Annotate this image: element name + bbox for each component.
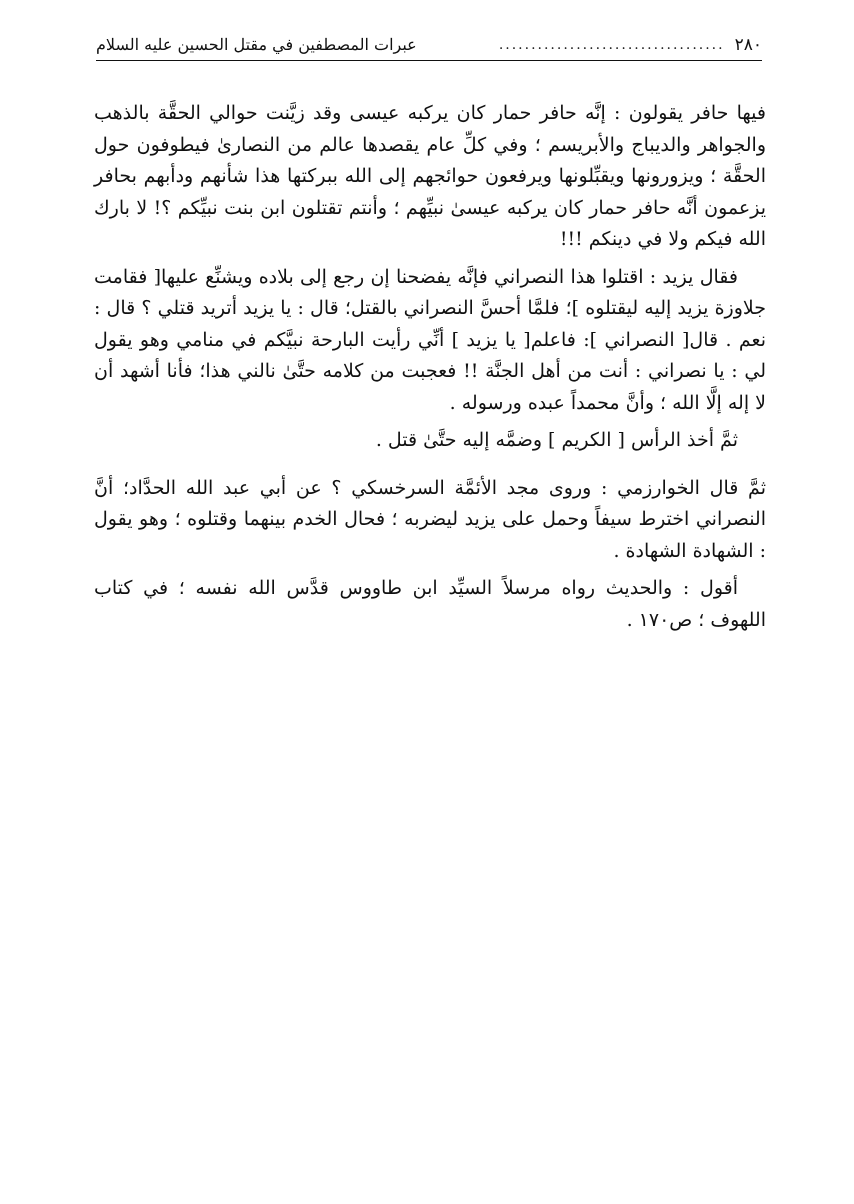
paragraph-1: فيها حافر يقولون : إنَّه حافر حمار كان يركبه عيسى وقد زيَّنت حوالي الحقَّة بالذهب والجواهر والديباج والأبريسم ؛ وفي كلِّ عام يقصدها عالم من النصارىٰ فيطوفون حول الحقَّة ؛ ويزورونها ويقبِّلونها ويرفعون حوائجهم إلى الله ببركتها هذا شأنهم ودأبهم بحافر يزعمون أنَّه حافر حمار كان يركبه عيسىٰ نبيِّهم ؛ وأنتم تقتلون ابن بنت نبيِّكم ؟! لا بارك الله فيكم ولا في دينكم !!! (94, 102, 766, 250)
paragraph-4: ثمَّ قال الخوارزمي : وروى مجد الأئمَّة السرخسكي ؟ عن أبي عبد الله الحدَّاد؛ أنَّ النصراني اخترط سيفاً وحمل على يزيد ليضربه ؛ فحال الخدم بينهما وقتلوه ؛ وهو يقول : الشهادة الشهادة . (94, 476, 766, 562)
paragraph-5: أقول : والحديث رواه مرسلاً السيِّد ابن طاووس قدَّس الله نفسه ؛ في كتاب اللهوف ؛ ص١٧٠ . (94, 577, 766, 631)
body-text (94, 98, 766, 642)
paragraph-3: ثمَّ أخذ الرأس [ الكريم ] وضمَّه إليه حتَّىٰ قتل . (375, 429, 738, 451)
leader-dots: ................................... (498, 37, 725, 53)
page-number: ٢٨٠ (734, 35, 762, 55)
running-title: عبرات المصطفين في مقتل الحسين عليه السلام (96, 35, 417, 54)
page-header (96, 26, 762, 56)
paragraph-2: فقال يزيد : اقتلوا هذا النصراني فإنَّه يفضحنا إن رجع إلى بلاده ويشنِّع عليها[ فقامت جلاوزة يزيد إليه ليقتلوه ]؛ فلمَّا أحسَّ النصراني بالقتل؛ قال : يا يزيد أتريد قتلي ؟ قال : نعم . قال[ النصراني ]: فاعلم[ يا يزيد ] أنِّي رأيت البارحة نبيَّكم في منامي وهو يقول لي : يا نصراني : أنت من أهل الجنَّة !! فعجبت من كلامه حتَّىٰ نالني هذا؛ فأنا أشهد أن لا إله إلَّا الله ؛ وأنَّ محمداً عبده ورسوله . (94, 265, 766, 414)
header-rule (96, 60, 762, 61)
